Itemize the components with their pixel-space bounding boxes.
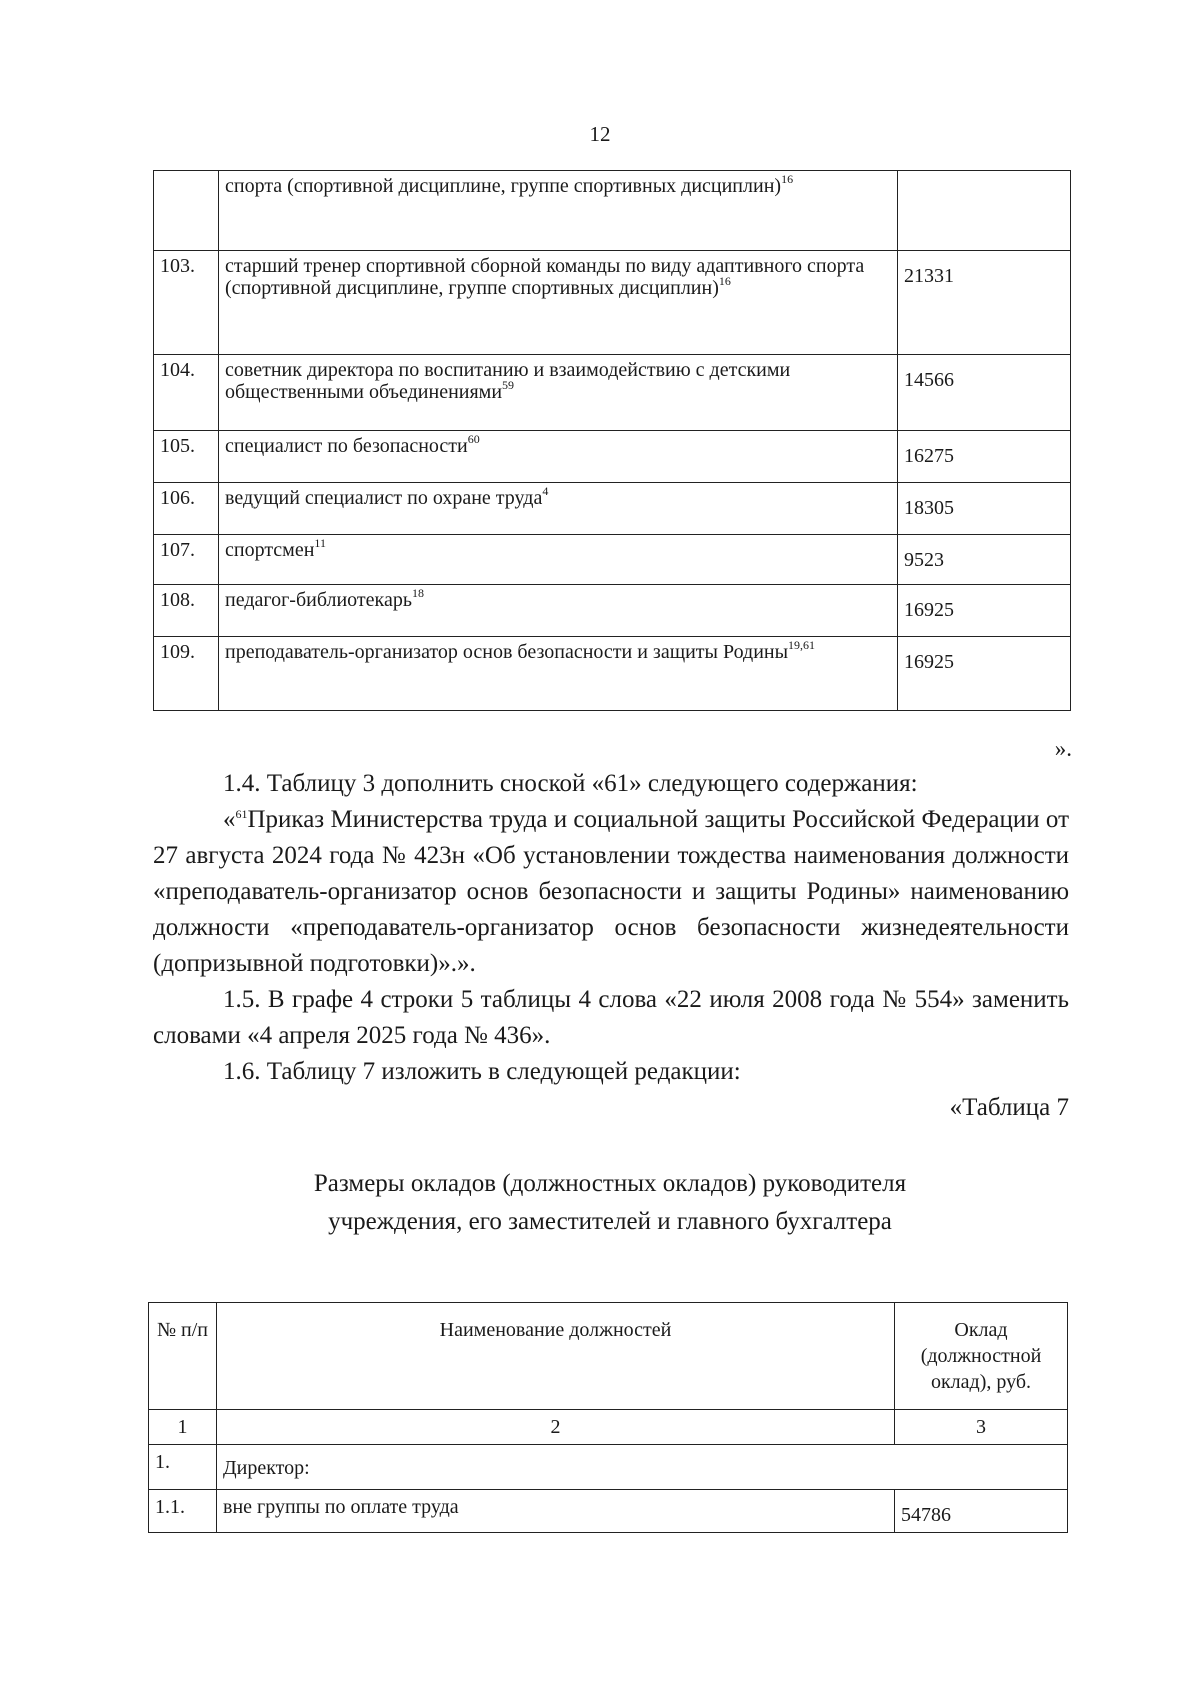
paragraph-1-5: 1.5. В графе 4 строки 5 таблицы 4 слова «22 июля 2008 года № 554» заменить словами «4 апреля 2025 года № 436».	[153, 986, 1069, 1049]
row-value: 16925	[898, 637, 1071, 711]
table-7-title-line1: Размеры окладов (должностных окладов) руководителя	[313, 1170, 907, 1197]
row-num	[154, 171, 219, 251]
index-col-2: 2	[217, 1410, 895, 1445]
footnote-body: Приказ Министерства труда и социальной защиты Российской Федерации от 27 августа 2024 года № 423н «Об установлении тождества наименования должности «преподаватель-организатор основ безопасности и защиты Родины» наименованию должности «преподаватель-организатор основ безопасности жизнедеятельности (допризывной подготовки)».».	[153, 806, 1069, 977]
row-name	[219, 355, 898, 431]
table-row	[149, 1445, 1068, 1490]
row-value: 9523	[898, 535, 1071, 585]
table-row	[154, 251, 1071, 355]
table-7	[148, 1302, 1068, 1533]
row-value: 16275	[898, 431, 1071, 483]
row-name: Директор:	[217, 1445, 1068, 1490]
row-name	[219, 171, 898, 251]
table-7-title-line2: учреждения, его заместителей и главного бухгалтера	[328, 1208, 892, 1235]
row-value: 14566	[898, 355, 1071, 431]
page-number: 12	[589, 122, 611, 146]
header-num: № п/п	[149, 1303, 217, 1410]
footnote-ref: 11	[314, 536, 326, 550]
table-row	[154, 431, 1071, 483]
row-name	[219, 251, 898, 355]
position-name: спортсмен	[225, 539, 315, 561]
footnote-ref: 16	[781, 172, 794, 186]
table-row	[154, 535, 1071, 585]
position-name: старший тренер спортивной сборной команды по виду адаптивного спорта (спортивной дисциплине, группе спортивных дисциплин)	[225, 255, 865, 299]
row-name	[219, 535, 898, 585]
table-7-label: «Таблица 7	[949, 1094, 1069, 1121]
paragraph-1-4: 1.4. Таблицу 3 дополнить сноской «61» следующего содержания:	[223, 770, 918, 797]
footnote-61-text	[153, 802, 1069, 982]
row-value: 54786	[895, 1490, 1068, 1533]
header-name: Наименование должностей	[217, 1303, 895, 1410]
footnote-ref: 16	[718, 274, 731, 288]
paragraph-1-6: 1.6. Таблицу 7 изложить в следующей редакции:	[223, 1058, 741, 1085]
position-name: спорта (спортивной дисциплине, группе спортивных дисциплин)	[225, 175, 782, 197]
row-value: 21331	[898, 251, 1071, 355]
position-name: ведущий специалист по охране труда	[225, 487, 543, 509]
row-name: вне группы по оплате труда	[217, 1490, 895, 1533]
table-row	[154, 483, 1071, 535]
row-num: 105.	[154, 431, 219, 483]
row-num: 107.	[154, 535, 219, 585]
row-name	[219, 431, 898, 483]
row-name	[219, 637, 898, 711]
row-num: 103.	[154, 251, 219, 355]
row-name	[219, 585, 898, 637]
footnote-ref: 18	[411, 586, 424, 600]
table-7-header-row	[149, 1303, 1068, 1410]
row-num: 104.	[154, 355, 219, 431]
footnote-quote-open: «	[223, 806, 236, 833]
position-name: специалист по безопасности	[225, 435, 468, 457]
table-row	[154, 585, 1071, 637]
row-num: 106.	[154, 483, 219, 535]
footnote-ref: 19,61	[788, 638, 816, 652]
row-num: 109.	[154, 637, 219, 711]
row-value: 18305	[898, 483, 1071, 535]
table-row	[154, 355, 1071, 431]
position-name: преподаватель-организатор основ безопасности и защиты Родины	[225, 641, 789, 663]
row-value: 16925	[898, 585, 1071, 637]
table-7-title	[0, 1165, 1200, 1241]
table-row	[154, 637, 1071, 711]
footnote-ref: 60	[467, 432, 480, 446]
row-name	[219, 483, 898, 535]
closing-quote: ».	[1054, 736, 1072, 761]
position-name: советник директора по воспитанию и взаимодействию с детскими общественными объединениями	[225, 359, 791, 403]
footnote-ref: 59	[502, 378, 515, 392]
footnote-ref: 4	[542, 484, 549, 498]
table-row	[149, 1490, 1068, 1533]
table-row	[154, 171, 1071, 251]
position-name: педагог-библиотекарь	[225, 589, 412, 611]
footnote-marker: 61	[235, 807, 248, 821]
row-value	[898, 171, 1071, 251]
header-value: Оклад (должностной оклад), руб.	[895, 1303, 1068, 1410]
table-7-index-row	[149, 1410, 1068, 1445]
row-num: 108.	[154, 585, 219, 637]
amendment-text	[153, 766, 1069, 1126]
row-num: 1.	[149, 1445, 217, 1490]
row-num: 1.1.	[149, 1490, 217, 1533]
salary-table-continued	[153, 170, 1071, 711]
index-col-1: 1	[149, 1410, 217, 1445]
index-col-3: 3	[895, 1410, 1068, 1445]
